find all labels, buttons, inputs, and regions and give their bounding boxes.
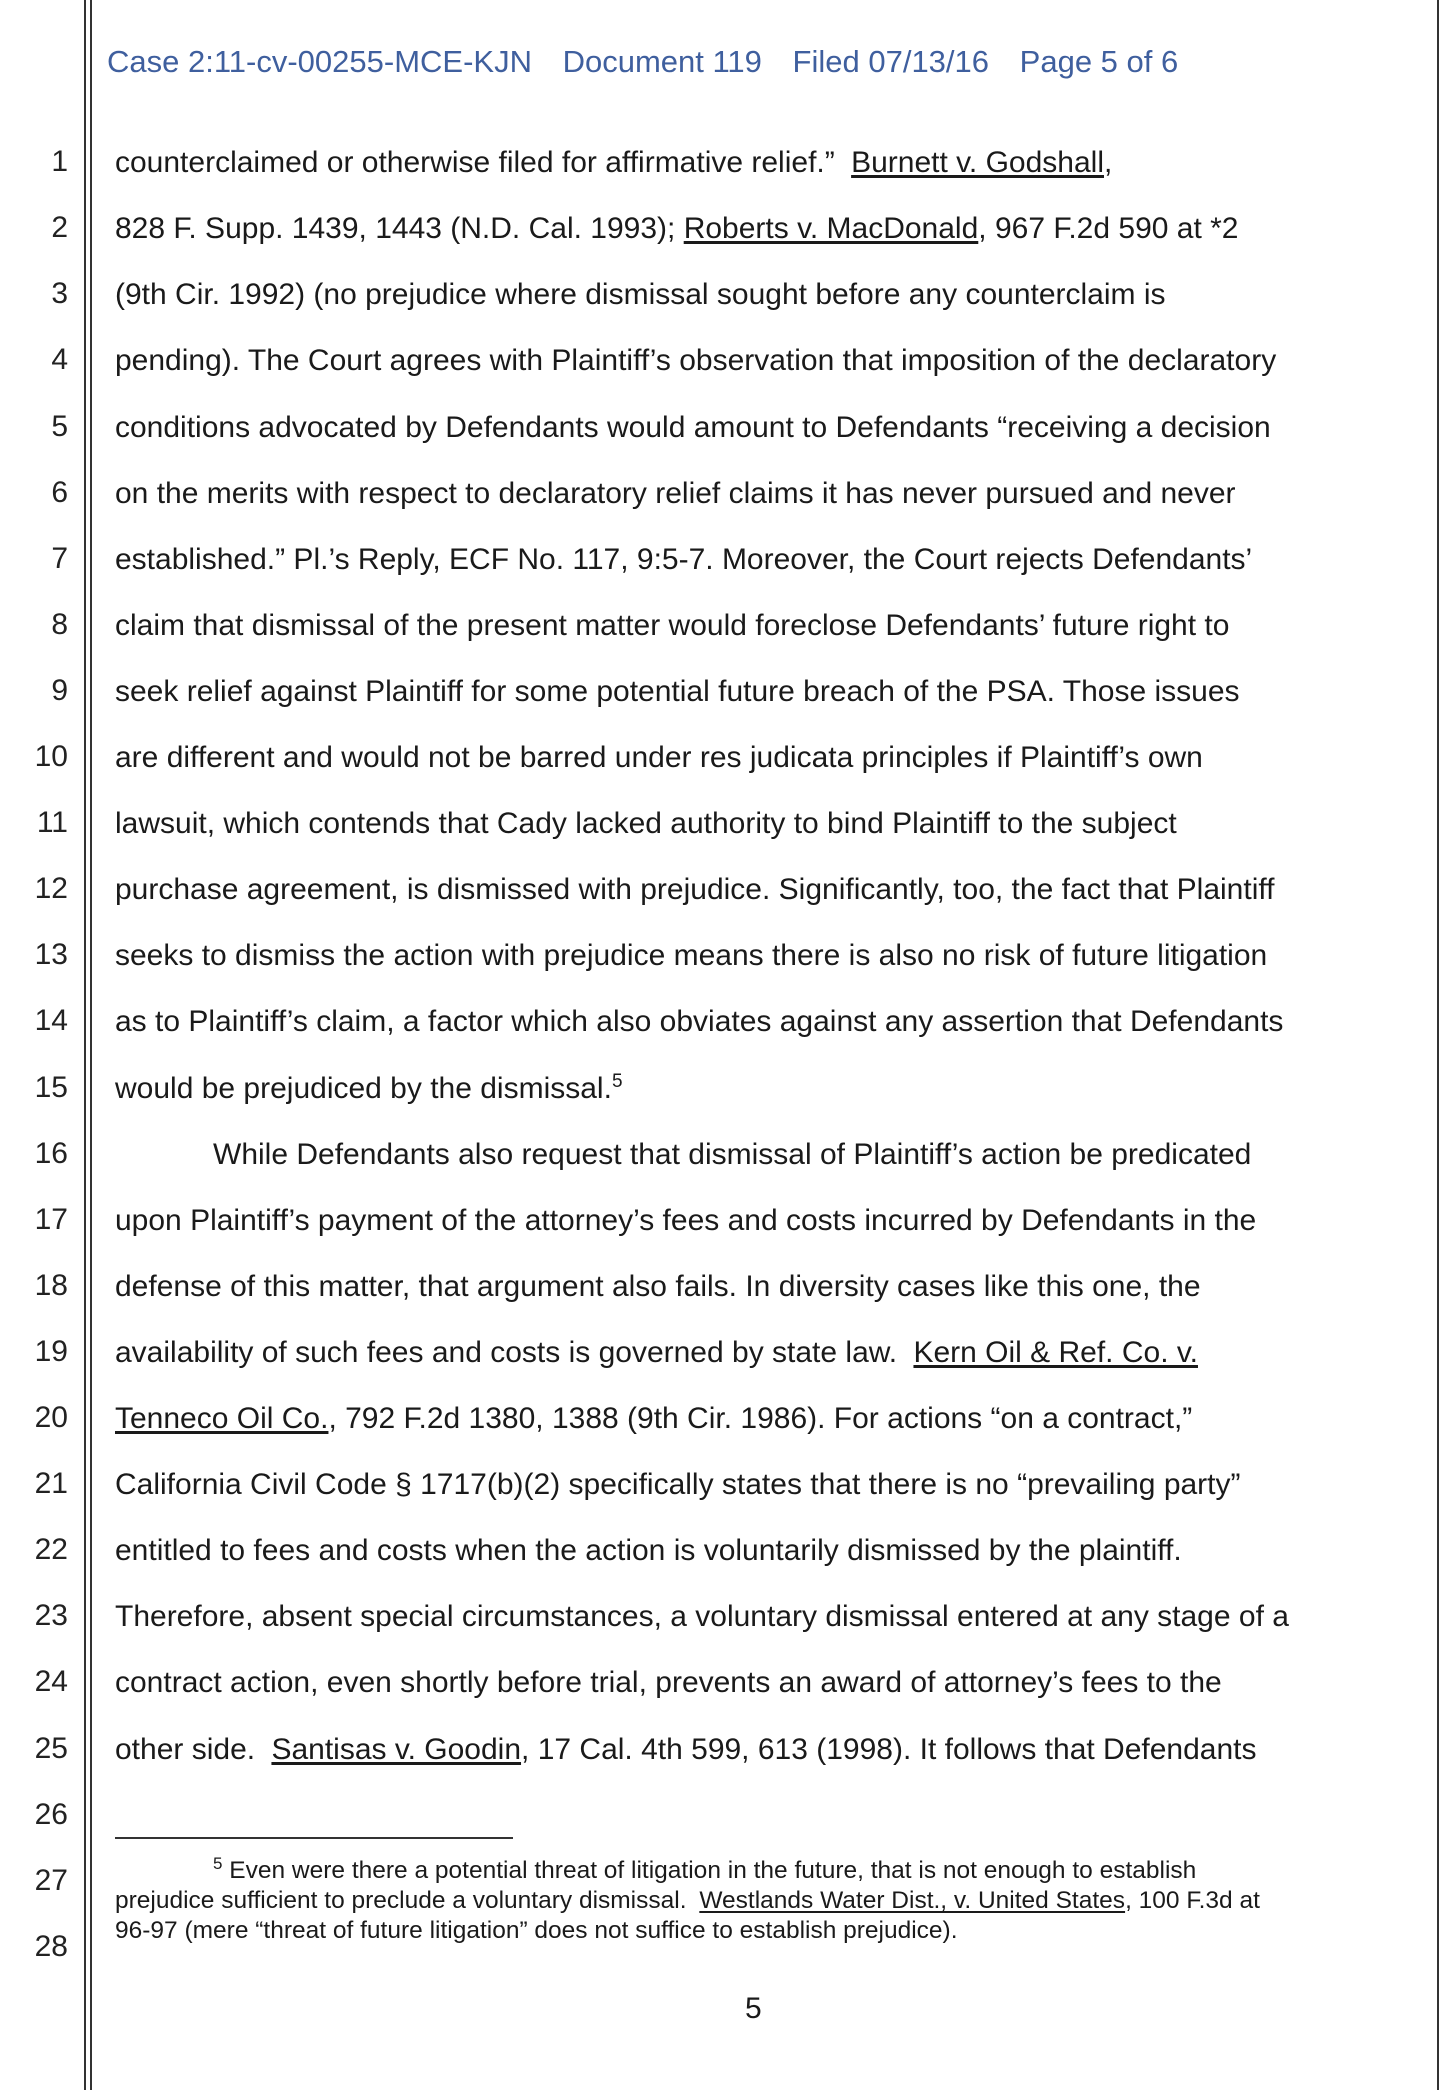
text-run: Even were there a potential threat of litigation in the future, that is not enough to establish [222, 1857, 1197, 1884]
left-margin-rule-1 [84, 0, 86, 2090]
footnote-separator [115, 1837, 513, 1839]
line-number: 19 [34, 1335, 68, 1368]
line-number: 14 [34, 1004, 68, 1037]
text-run: , 17 Cal. 4th 599, 613 (1998). It follows that Defendants [521, 1733, 1257, 1766]
line-number: 23 [34, 1599, 68, 1632]
text-line: entitled to fees and costs when the action is voluntarily dismissed by the plaintiff. [115, 1534, 1182, 1567]
filed-date: Filed 07/13/16 [792, 44, 990, 79]
text-run: would be prejudiced by the dismissal. [115, 1072, 612, 1105]
case-citation: Burnett v. Godshall [851, 146, 1104, 179]
text-line: (9th Cir. 1992) (no prejudice where dismissal sought before any counterclaim is [115, 278, 1166, 311]
page-number: 5 [745, 1992, 762, 2025]
text-run: other side. [115, 1733, 256, 1766]
text-line: are different and would not be barred under res judicata principles if Plaintiff’s own [115, 741, 1203, 774]
line-number: 6 [51, 476, 68, 509]
text-line: upon Plaintiff’s payment of the attorney’s fees and costs incurred by Defendants in the [115, 1204, 1257, 1237]
text-line [115, 145, 1112, 181]
footnote-line: 96-97 (mere “threat of future litigation” does not suffice to establish prejudice). [115, 1917, 958, 1944]
line-number: 12 [34, 872, 68, 905]
text-line [115, 1335, 1198, 1371]
line-number: 1 [51, 145, 68, 178]
line-number: 13 [34, 938, 68, 971]
case-number: Case 2:11-cv-00255-MCE-KJN [107, 44, 532, 79]
line-number: 21 [34, 1467, 68, 1500]
line-number: 22 [34, 1533, 68, 1566]
text-line [115, 211, 1238, 247]
text-run: , 100 F.3d at [1125, 1887, 1260, 1914]
text-line: claim that dismissal of the present matter would foreclose Defendants’ future right to [115, 609, 1230, 642]
line-number: 17 [34, 1203, 68, 1236]
text-line: conditions advocated by Defendants would amount to Defendants “receiving a decision [115, 411, 1271, 444]
case-citation: Westlands Water Dist., v. United States [699, 1887, 1126, 1914]
document-header [107, 44, 1200, 80]
text-line [115, 1071, 623, 1107]
text-run: availability of such fees and costs is governed by state law. [115, 1336, 898, 1369]
document-number: Document 119 [562, 44, 762, 79]
line-number: 20 [34, 1401, 68, 1434]
text-run: , 792 F.2d 1380, 1388 (9th Cir. 1986). For actions “on a contract,” [328, 1402, 1193, 1435]
text-line: seek relief against Plaintiff for some potential future breach of the PSA. Those issues [115, 675, 1240, 708]
line-number: 18 [34, 1269, 68, 1302]
text-line: Therefore, absent special circumstances, a voluntary dismissal entered at any stage of a [115, 1600, 1289, 1633]
text-line: lawsuit, which contends that Cady lacked authority to bind Plaintiff to the subject [115, 807, 1177, 840]
page-count: Page 5 of 6 [1019, 44, 1179, 79]
case-citation: Roberts v. MacDonald [683, 212, 979, 245]
line-number: 8 [51, 608, 68, 641]
text-run: prejudice sufficient to preclude a voluntary dismissal. [115, 1887, 687, 1914]
text-line: purchase agreement, is dismissed with prejudice. Significantly, too, the fact that Plaintiff [115, 873, 1275, 906]
left-margin-rule-2 [90, 0, 92, 2090]
line-number: 3 [51, 277, 68, 310]
line-number: 15 [34, 1071, 68, 1104]
line-number: 5 [51, 410, 68, 443]
footnote-number: 5 [213, 1853, 223, 1873]
line-number: 10 [34, 740, 68, 773]
line-number: 2 [51, 211, 68, 244]
line-number: 28 [34, 1930, 68, 1963]
line-number: 24 [34, 1665, 68, 1698]
text-line: defense of this matter, that argument also fails. In diversity cases like this one, the [115, 1270, 1201, 1303]
right-margin-rule [1437, 0, 1439, 2090]
text-run: 828 F. Supp. 1439, 1443 (N.D. Cal. 1993); [115, 212, 676, 245]
text-line: California Civil Code § 1717(b)(2) specifically states that there is no “prevailing party” [115, 1468, 1241, 1501]
text-line: seeks to dismiss the action with prejudice means there is also no risk of future litigation [115, 939, 1268, 972]
case-citation: Kern Oil & Ref. Co. v. [913, 1336, 1198, 1369]
case-citation: Tenneco Oil Co. [115, 1402, 329, 1435]
line-number: 4 [51, 343, 68, 376]
text-run: , [1104, 146, 1113, 179]
text-line: pending). The Court agrees with Plaintiff’s observation that imposition of the declaratory [115, 344, 1277, 377]
text-run: counterclaimed or otherwise filed for affirmative relief.” [115, 146, 835, 179]
text-line: on the merits with respect to declaratory relief claims it has never pursued and never [115, 477, 1236, 510]
text-line: contract action, even shortly before trial, prevents an award of attorney’s fees to the [115, 1666, 1222, 1699]
text-run: , 967 F.2d 590 at *2 [978, 212, 1239, 245]
footnote-line [213, 1853, 1197, 1886]
footnote-reference: 5 [611, 1071, 623, 1092]
line-number: 27 [34, 1864, 68, 1897]
text-line: as to Plaintiff’s claim, a factor which also obviates against any assertion that Defendants [115, 1005, 1284, 1038]
line-number: 7 [51, 542, 68, 575]
text-line [115, 1732, 1257, 1768]
line-number: 26 [34, 1798, 68, 1831]
line-number: 11 [36, 806, 68, 839]
line-number: 25 [34, 1732, 68, 1765]
line-number: 16 [34, 1137, 68, 1170]
text-line: established.” Pl.’s Reply, ECF No. 117, 9:5-7. Moreover, the Court rejects Defendants’ [115, 543, 1253, 576]
text-line [115, 1401, 1192, 1437]
footnote-line [115, 1886, 1260, 1916]
line-number: 9 [51, 674, 68, 707]
text-line: While Defendants also request that dismissal of Plaintiff’s action be predicated [213, 1138, 1252, 1171]
case-citation: Santisas v. Goodin [271, 1733, 522, 1766]
